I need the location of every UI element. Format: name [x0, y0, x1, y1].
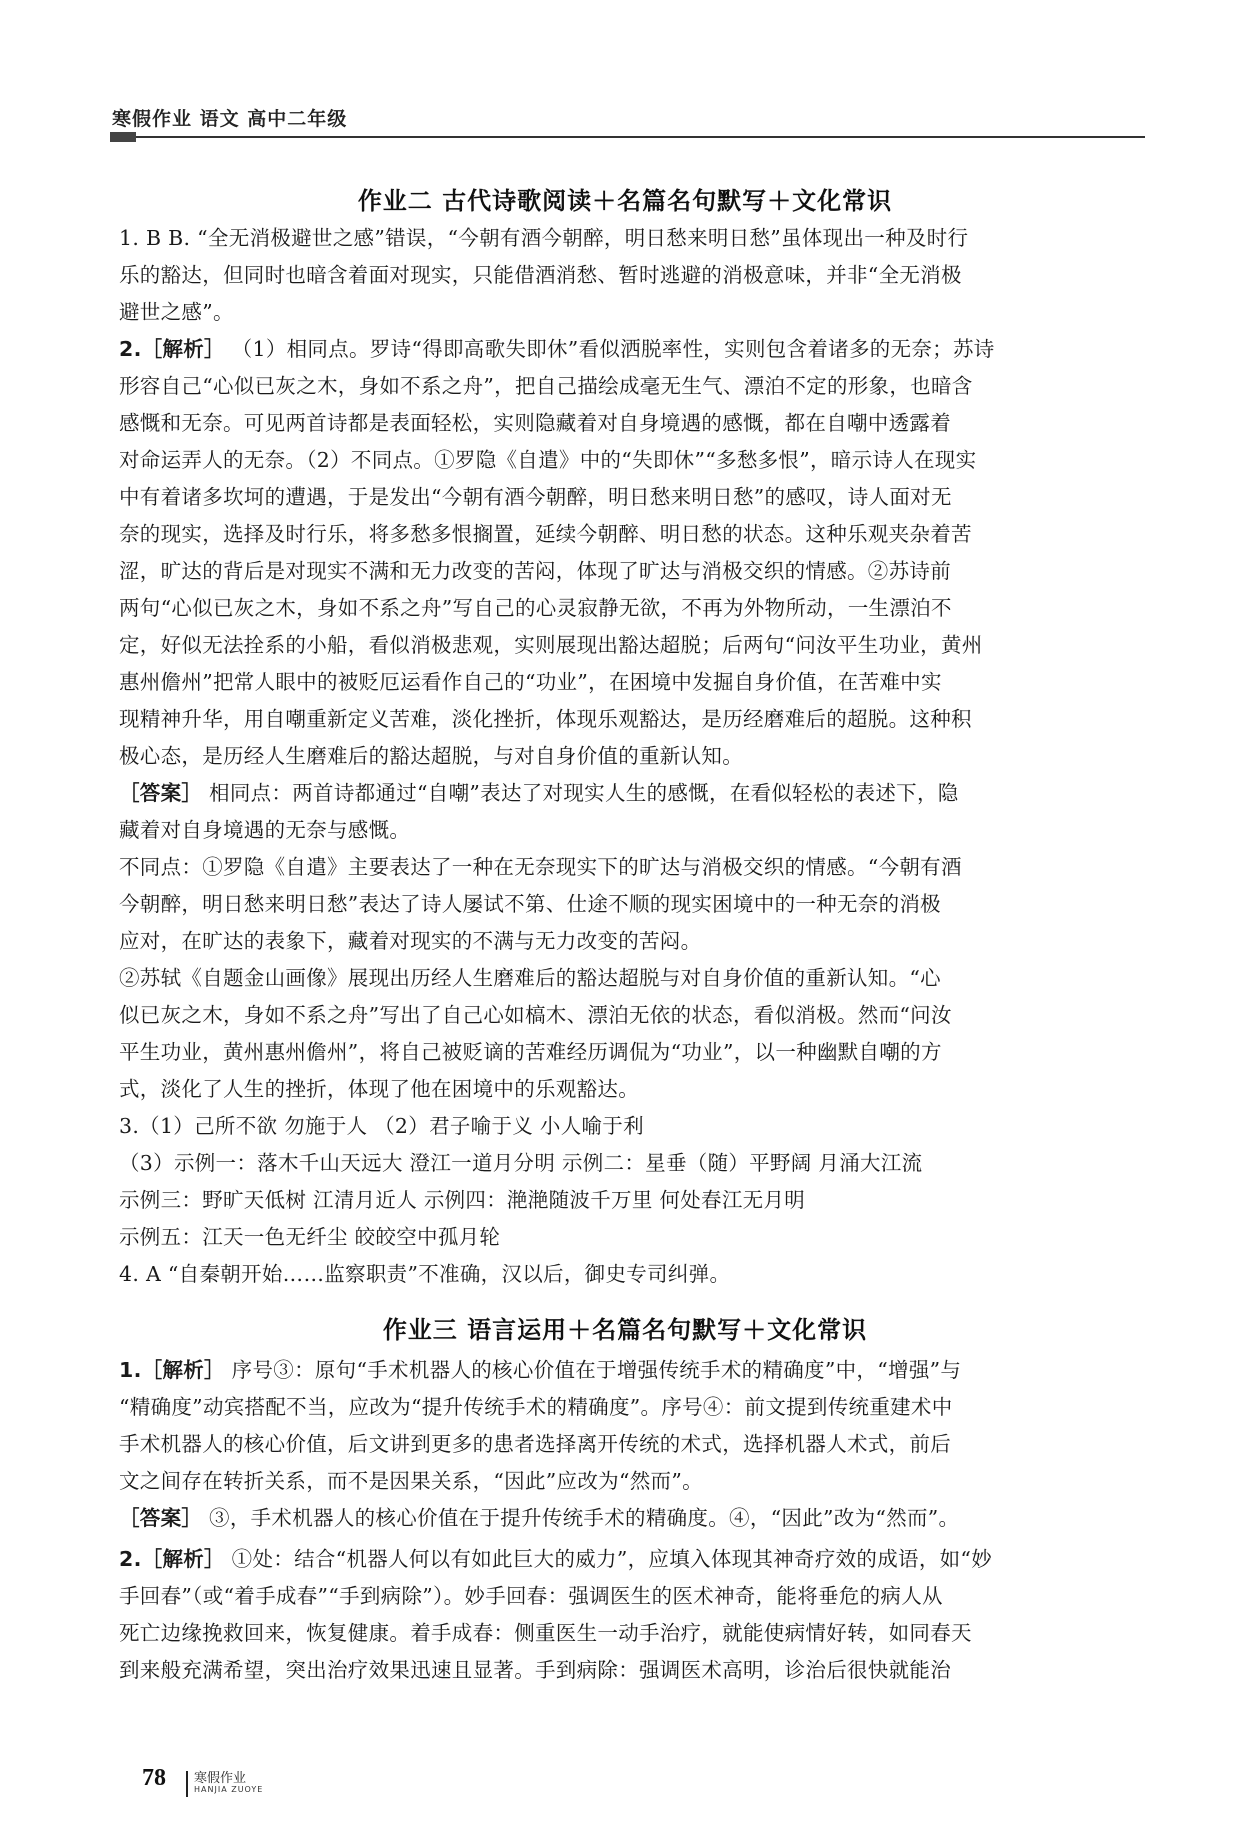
text-line: 定，好似无法拴系的小船，看似消极悲观，实则展现出豁达超脱；后两句“问汝平生功业，黄州: [119, 633, 983, 657]
footer-brand: 寒假作业: [194, 1771, 247, 1786]
text-line: 示例五：江天一色无纤尘 皎皎空中孤月轮: [119, 1225, 501, 1249]
footer-divider: [186, 1771, 188, 1797]
text-line: 手回春”（或“着手成春”“手到病除”）。妙手回春：强调医生的医术神奇，能将垂危的病人从: [119, 1584, 943, 1608]
text-line: 示例三：野旷天低树 江清月近人 示例四：滟滟随波千万里 何处春江无月明: [119, 1188, 806, 1212]
page-footer: [142, 1765, 442, 1825]
text-line: 避世之感”。: [119, 300, 234, 324]
text-line: 对命运弄人的无奈。（2）不同点。①罗隐《自遣》中的“失即休”“多愁多恨”，暗示诗人在现实: [119, 448, 977, 472]
text-line: 涩，旷达的背后是对现实不满和无力改变的苦闷，体现了旷达与消极交织的情感。②苏诗前: [119, 559, 951, 583]
text-line: 式，淡化了人生的挫折，体现了他在困境中的乐观豁达。: [119, 1077, 639, 1101]
section-title-homework-2: 作业二 古代诗歌阅读＋名篇名句默写＋文化常识: [357, 187, 893, 215]
text-line: 相同点：两首诗都通过“自嘲”表达了对现实人生的感慨，在看似轻松的表述下，隐: [202, 781, 959, 805]
text-line: ②苏轼《自题金山画像》展现出历经人生磨难后的豁达超脱与对自身价值的重新认知。“心: [119, 966, 941, 990]
text-line: 文之间存在转折关系，而不是因果关系，“因此”应改为“然而”。: [119, 1469, 703, 1493]
text-line: ③，手术机器人的核心价值在于提升传统手术的精确度。④，“因此”改为“然而”。: [202, 1506, 960, 1530]
analysis-label: 2.［解析］: [119, 337, 225, 361]
text-line: 现精神升华，用自嘲重新定义苦难，淡化挫折，体现乐观豁达，是历经磨难后的超脱。这种积: [119, 707, 972, 731]
text-line: 不同点：①罗隐《自遣》主要表达了一种在无奈现实下的旷达与消极交织的情感。“今朝有酒: [119, 855, 962, 879]
text-line: 平生功业，黄州惠州儋州”，将自己被贬谪的苦难经历调侃为“功业”，以一种幽默自嘲的方: [119, 1040, 942, 1064]
header-rule: [110, 136, 1145, 138]
text-line: （3）示例一：落木千山天远大 澄江一道月分明 示例二：星垂（随）平野阔 月涌大江流: [119, 1151, 923, 1175]
text-line: 手术机器人的核心价值，后文讲到更多的患者选择离开传统的术式，选择机器人术式，前后: [119, 1432, 951, 1456]
answer-label: ［答案］: [119, 781, 203, 805]
text-line: ①处：结合“机器人何以有如此巨大的威力”，应填入体现其神奇疗效的成语，如“妙: [224, 1547, 993, 1571]
text-line: “精确度”动宾搭配不当，应改为“提升传统手术的精确度”。序号④：前文提到传统重建术中: [119, 1395, 953, 1419]
text-line: 惠州儋州”把常人眼中的被贬厄运看作自己的“功业”，在困境中发掘自身价值，在苦难中实: [119, 670, 942, 694]
text-line: 序号③：原句“手术机器人的核心价值在于增强传统手术的精确度”中，“增强”与: [224, 1358, 962, 1382]
text-line: 3.（1）己所不欲 勿施于人 （2）君子喻于义 小人喻于利: [119, 1114, 644, 1138]
text-line: 应对，在旷达的表象下，藏着对现实的不满与无力改变的苦闷。: [119, 929, 702, 953]
text-line: 今朝醉，明日愁来明日愁”表达了诗人屡试不第、仕途不顺的现实困境中的一种无奈的消极: [119, 892, 941, 916]
text-line: 到来般充满希望，突出治疗效果迅速且显著。手到病除：强调医术高明，诊治后很快就能治: [119, 1658, 951, 1682]
text-line: 极心态，是历经人生磨难后的豁达超脱，与对自身价值的重新认知。: [119, 744, 743, 768]
text-line: 两句“心似已灰之木，身如不系之舟”写自己的心灵寂静无欲，不再为外物所动，一生漂泊不: [119, 596, 952, 620]
page-header: [110, 96, 1145, 146]
text-line: 奈的现实，选择及时行乐，将多愁多恨搁置，延续今朝醉、明日愁的状态。这种乐观夹杂着苦: [119, 522, 972, 546]
text-line: 感慨和无奈。可见两首诗都是表面轻松，实则隐藏着对自身境遇的感慨，都在自嘲中透露着: [119, 411, 951, 435]
text-line: 死亡边缘挽救回来，恢复健康。着手成春：侧重医生一动手治疗，就能使病情好转，如同春天: [119, 1621, 972, 1645]
text-line: 藏着对自身境遇的无奈与感慨。: [119, 818, 411, 842]
text-line: 4. A “自秦朝开始……监察职责”不准确，汉以后，御史专司纠弹。: [119, 1262, 731, 1286]
header-accent-block: [110, 132, 136, 142]
text-line: 中有着诸多坎坷的遭遇，于是发出“今朝有酒今朝醉，明日愁来明日愁”的感叹，诗人面对无: [119, 485, 952, 509]
analysis-label: 2.［解析］: [119, 1547, 225, 1571]
text-line: 形容自己“心似已灰之木，身如不系之舟”，把自己描绘成毫无生气、漂泊不定的形象，也暗含: [119, 374, 973, 398]
section-title-homework-3: 作业三 语言运用＋名篇名句默写＋文化常识: [382, 1316, 868, 1344]
analysis-label: 1.［解析］: [119, 1358, 225, 1382]
header-title: 寒假作业 语文 高中二年级: [112, 108, 348, 130]
text-line: （1）相同点。罗诗“得即高歌失即休”看似洒脱率性，实则包含着诸多的无奈；苏诗: [224, 337, 995, 361]
text-line: 乐的豁达，但同时也暗含着面对现实，只能借酒消愁、暂时逃避的消极意味，并非“全无消极: [119, 263, 962, 287]
page-number: 78: [142, 1765, 166, 1791]
text-line: 似已灰之木，身如不系之舟”写出了自己心如槁木、漂泊无依的状态，看似消极。然而“问汝: [119, 1003, 952, 1027]
answer-label: ［答案］: [119, 1506, 203, 1530]
footer-brand-pinyin: HANJIA ZUOYE: [194, 1785, 264, 1794]
text-line: 1. B B. “全无消极避世之感”错误，“今朝有酒今朝醉，明日愁来明日愁”虽体现出一种及时行: [119, 226, 969, 250]
